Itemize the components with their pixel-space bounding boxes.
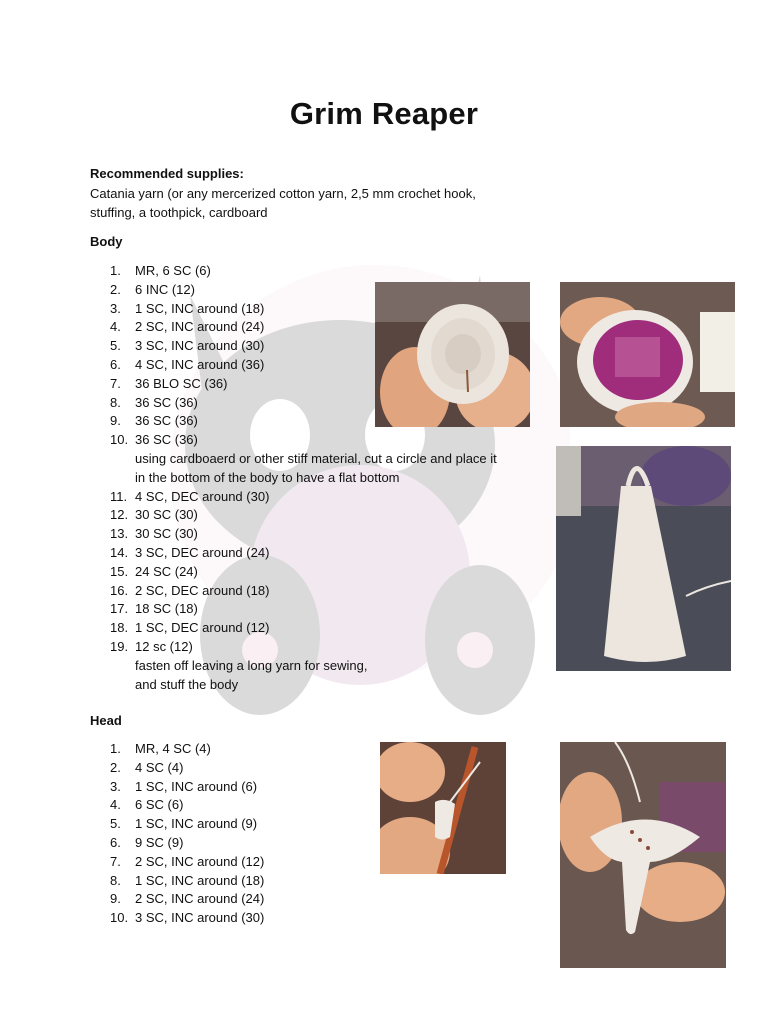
step-text: fasten off leaving a long yarn for sewing, and stuff the body bbox=[135, 657, 368, 692]
list-item bbox=[90, 525, 505, 544]
step-text: 4 SC (4) bbox=[135, 759, 184, 775]
head-heading: Head bbox=[90, 713, 122, 728]
step-number: 16. bbox=[110, 582, 129, 598]
step-number: 19. bbox=[110, 638, 129, 654]
head-steps-list bbox=[90, 740, 264, 928]
step-number: 3. bbox=[110, 778, 121, 794]
list-item bbox=[90, 431, 505, 450]
photo-body-base bbox=[375, 282, 530, 427]
list-item bbox=[90, 796, 264, 815]
step-text: 24 SC (24) bbox=[135, 563, 198, 579]
step-note bbox=[90, 450, 505, 488]
step-number: 18. bbox=[110, 620, 129, 636]
step-number: 7. bbox=[110, 375, 121, 391]
list-item bbox=[90, 909, 264, 928]
list-item bbox=[90, 778, 264, 797]
step-number: 13. bbox=[110, 526, 129, 542]
supplies-heading: Recommended supplies: bbox=[90, 166, 244, 181]
step-number: 6. bbox=[110, 834, 121, 850]
page-title: Grim Reaper bbox=[289, 96, 479, 131]
step-text: 30 SC (30) bbox=[135, 526, 198, 542]
step-text: 36 SC (36) bbox=[135, 413, 198, 429]
step-number: 9. bbox=[110, 891, 121, 907]
step-text: 3 SC, INC around (30) bbox=[135, 338, 265, 354]
list-item bbox=[90, 638, 505, 657]
step-number: 2. bbox=[110, 759, 121, 775]
step-number: 5. bbox=[110, 816, 121, 832]
step-text: 2 SC, INC around (24) bbox=[135, 891, 265, 907]
step-text: 3 SC, DEC around (24) bbox=[135, 544, 270, 560]
list-item bbox=[90, 815, 264, 834]
step-number: 8. bbox=[110, 872, 121, 888]
step-text: 2 SC, DEC around (18) bbox=[135, 582, 270, 598]
step-text: 12 sc (12) bbox=[135, 638, 193, 654]
list-item bbox=[90, 582, 505, 601]
step-text: 3 SC, INC around (30) bbox=[135, 910, 265, 926]
list-item bbox=[90, 544, 505, 563]
list-item bbox=[90, 872, 264, 891]
step-text: 36 SC (36) bbox=[135, 394, 198, 410]
step-text: 9 SC (9) bbox=[135, 834, 184, 850]
list-item bbox=[90, 834, 264, 853]
step-number: 3. bbox=[110, 300, 121, 316]
step-number: 14. bbox=[110, 544, 129, 560]
step-text: 1 SC, INC around (9) bbox=[135, 816, 258, 832]
step-number: 6. bbox=[110, 356, 121, 372]
step-note bbox=[90, 657, 375, 695]
step-number: 1. bbox=[110, 263, 121, 278]
photo-head-cone-image bbox=[560, 742, 726, 968]
step-number: 12. bbox=[110, 507, 129, 523]
step-number: 17. bbox=[110, 601, 129, 617]
step-text: 36 BLO SC (36) bbox=[135, 375, 228, 391]
step-text: 36 SC (36) bbox=[135, 432, 198, 448]
step-text: 18 SC (18) bbox=[135, 601, 198, 617]
step-number: 9. bbox=[110, 413, 121, 429]
step-number: 2. bbox=[110, 281, 121, 297]
step-number: 10. bbox=[110, 910, 129, 926]
step-text: 1 SC, INC around (18) bbox=[135, 872, 265, 888]
step-number: 4. bbox=[110, 319, 121, 335]
list-item bbox=[90, 759, 264, 778]
photo-body-base-image bbox=[375, 282, 530, 427]
step-text: MR, 6 SC (6) bbox=[135, 263, 211, 278]
photo-head-cone bbox=[560, 742, 726, 968]
list-item bbox=[90, 262, 505, 281]
step-number: 1. bbox=[110, 741, 121, 756]
step-number: 11. bbox=[110, 488, 128, 504]
step-text: 4 SC, DEC around (30) bbox=[135, 488, 270, 504]
step-number: 5. bbox=[110, 338, 121, 354]
step-number: 15. bbox=[110, 563, 129, 579]
photo-body-cone bbox=[556, 446, 731, 671]
step-text: using cardboaerd or other stiff material, cut a circle and place it in the bottom of the body to have a flat bottom bbox=[135, 450, 497, 485]
list-item bbox=[90, 853, 264, 872]
list-item bbox=[90, 488, 505, 507]
step-text: 1 SC, INC around (6) bbox=[135, 778, 258, 794]
list-item bbox=[90, 890, 264, 909]
photo-head-start-image bbox=[380, 742, 506, 874]
step-text: 1 SC, INC around (18) bbox=[135, 300, 265, 316]
step-number: 7. bbox=[110, 853, 121, 869]
step-text: 2 SC, INC around (12) bbox=[135, 853, 265, 869]
step-number: 10. bbox=[110, 432, 129, 448]
step-text: MR, 4 SC (4) bbox=[135, 741, 211, 756]
step-text: 30 SC (30) bbox=[135, 507, 198, 523]
photo-head-start bbox=[380, 742, 506, 874]
step-number: 4. bbox=[110, 797, 121, 813]
photo-body-cardboard-image bbox=[560, 282, 735, 427]
supplies-text: Catania yarn (or any mercerized cotton yarn, 2,5 mm crochet hook, stuffing, a toothpick, cardboard bbox=[90, 186, 476, 220]
list-item bbox=[90, 563, 505, 582]
list-item bbox=[90, 506, 505, 525]
list-item bbox=[90, 740, 264, 759]
step-number: 8. bbox=[110, 394, 121, 410]
step-text: 2 SC, INC around (24) bbox=[135, 319, 265, 335]
step-text: 6 INC (12) bbox=[135, 281, 195, 297]
list-item bbox=[90, 619, 505, 638]
step-text: 1 SC, DEC around (12) bbox=[135, 620, 270, 636]
photo-body-cardboard bbox=[560, 282, 735, 427]
step-text: 4 SC, INC around (36) bbox=[135, 356, 265, 372]
body-heading: Body bbox=[90, 234, 123, 249]
photo-body-cone-image bbox=[556, 446, 731, 671]
step-text: 6 SC (6) bbox=[135, 797, 184, 813]
list-item bbox=[90, 600, 505, 619]
